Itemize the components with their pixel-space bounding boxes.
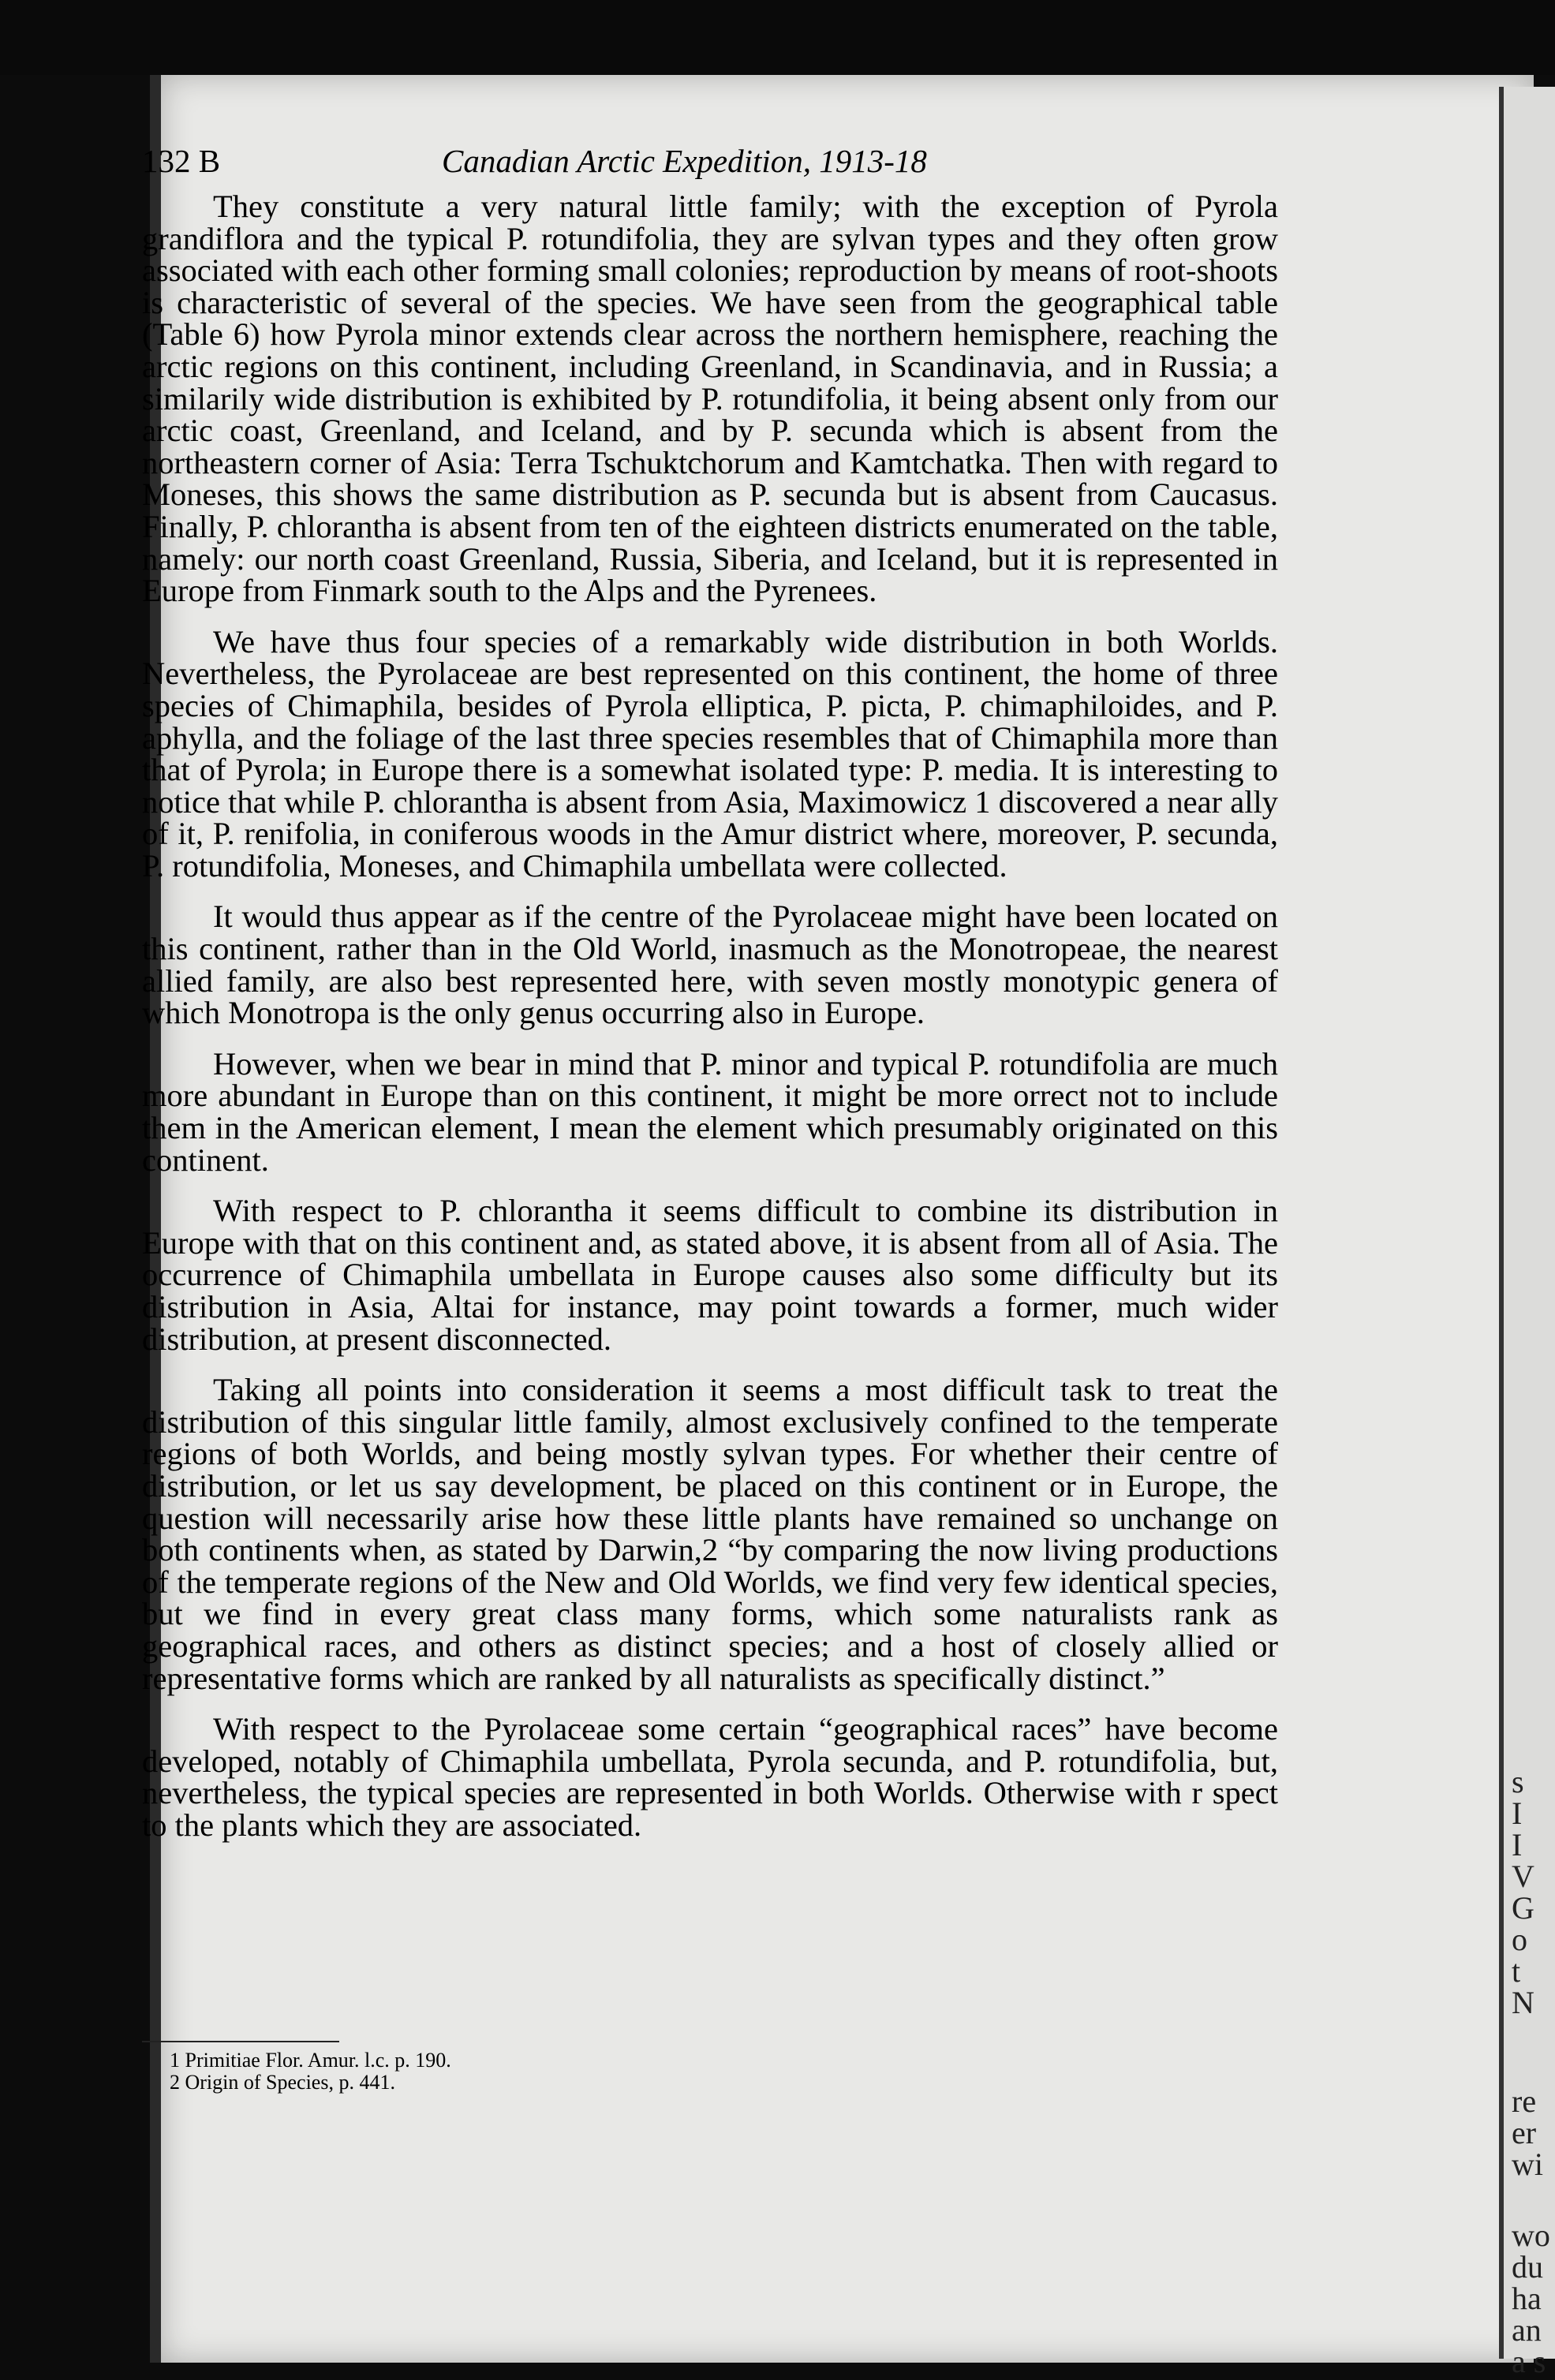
footnote: 1 Primitiae Flor. Amur. l.c. p. 190. [170, 2049, 451, 2072]
page-number: 132 B [142, 143, 221, 179]
adjacent-fragment: an [1512, 2312, 1542, 2348]
paragraph: They constitute a very natural little family; with the exception of Pyrola grandiflora and the typical P. rotundifolia, they are sylvan types and they often grow associated with each other forming small colonies; reproduction by means of root-shoots is characteristic of several of the species. We have seen from the geographical table (Table 6) how Pyrola minor extends clear across the northern hemisphere, reaching the arctic regions on this continent, including Greenland, in Scandinavia, and in Russia; a similarily wide distribution is exhibited by P. rotundifolia, it being absent only from our arctic coast, Greenland, and Iceland, and by P. secunda which is absent from the northeastern corner of Asia: Terra Tschuktchorum and Kamtchatka. Then with regard to Moneses, this shows the same distribution as P. secunda but is absent from Caucasus. Finally, P. chlorantha is absent from ten of the eighteen districts enumerated on the table, namely: our north coast Greenland, Russia, Siberia, and Iceland, but it is represented in Europe from Finmark south to the Alps and the Pyrenees. [142, 189, 1278, 609]
paragraph: With respect to the Pyrolaceae some certain “geographical races” have become developed, notably of Chimaphila umbellata, Pyrola secunda, and P. rotundifolia, but, nevertheless, the typical species are represented in both Worlds. Otherwise with r spect to the plants which they are associated. [142, 1711, 1278, 1843]
adjacent-fragment: s [1512, 1764, 1524, 1799]
adjacent-fragment: wo [1512, 2217, 1550, 2253]
footnote-rule [142, 2041, 339, 2042]
adjacent-fragment: re [1512, 2083, 1537, 2119]
adjacent-fragment: G [1512, 1890, 1534, 1926]
footnote: 2 Origin of Species, p. 441. [170, 2071, 395, 2094]
running-title: Canadian Arctic Expedition, 1913-18 [442, 143, 927, 179]
adjacent-fragment: N [1512, 1985, 1534, 2020]
paragraph: However, when we bear in mind that P. minor and typical P. rotundifolia are much more abundant in Europe than on this continent, it might be more orrect not to include them in the American element, I mean the element which presumably originated on this continent. [142, 1045, 1278, 1178]
film-border-top [0, 0, 1555, 75]
paragraph: It would thus appear as if the centre of the Pyrolaceae might have been located on this continent, rather than in the Old World, inasmuch as the Monotropeae, the nearest allied family, are also best represented here, with seven mostly monotypic genera of which Monotropa is the only genus occurring also in Europe. [142, 899, 1278, 1031]
paragraph: Taking all points into consideration it seems a most difficult task to treat the distribution of this singular little family, almost exclusively confined to the temperate regions of both Worlds, and being mostly sylvan types. For whether their centre of distribution, or let us say development, be placed on this continent or in Europe, the question will necessarily arise how these little plants have remained so unchange on both continents when, as stated by Darwin,2 “by comparing the now living productions of the temperate regions of the New and Old Worlds, we find very few identical species, but we find in every great class many forms, which some naturalists rank as geographical races, and others as distinct species; and a host of closely allied or representative forms which are ranked by all naturalists as specifically distinct.” [142, 1372, 1278, 1696]
paragraph: We have thus four species of a remarkably wide distribution in both Worlds. Nevertheless, the Pyrolaceae are best represented on this continent, the home of three species of Chimaphila, besides of Pyrola elliptica, P. picta, P. chimaphiloides, and P. aphylla, and the foliage of the last three species resembles that of Chimaphila more than that of Pyrola; in Europe there is a somewhat isolated type: P. media. It is interesting to notice that while P. chlorantha is absent from Asia, Maximowicz 1 discovered a near ally of it, P. renifolia, in coniferous woods in the Amur district where, moreover, P. secunda, P. rotundifolia, Moneses, and Chimaphila umbellata were collected. [142, 623, 1278, 884]
adjacent-fragment: I [1512, 1795, 1523, 1831]
footnotes [170, 2049, 880, 2094]
paragraph: With respect to P. chlorantha it seems difficult to combine its distribution in Europe with that on this continent and, as stated above, it is absent from all of Asia. The occurrence of Chimaphila umbellata in Europe causes also some difficulty but its distribution in Asia, Altai for instance, may point towards a former, much wider distribution, at present disconnected. [142, 1193, 1278, 1357]
adjacent-fragment: t [1512, 1953, 1521, 1989]
adjacent-fragment: er [1512, 2115, 1537, 2150]
adjacent-page-edge [1499, 87, 1555, 2379]
adjacent-fragment: ha [1512, 2281, 1542, 2316]
body-text [142, 191, 1278, 1861]
adjacent-fragment: a s [1512, 2344, 1546, 2379]
adjacent-fragment: I [1512, 1827, 1523, 1863]
adjacent-fragment: du [1512, 2249, 1543, 2285]
adjacent-fragment: V [1512, 1859, 1534, 1894]
adjacent-fragment: o [1512, 1922, 1527, 1957]
adjacent-fragment: wi [1512, 2146, 1543, 2182]
